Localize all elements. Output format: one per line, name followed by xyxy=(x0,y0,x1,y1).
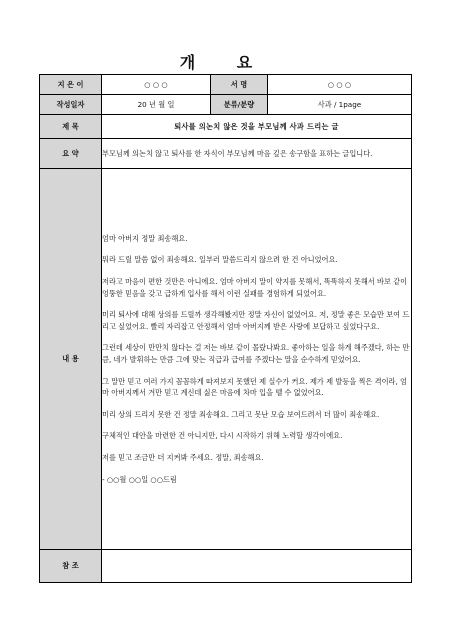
content-paragraph: 저라고 마음이 편한 것만은 아니에요. 엄마 아버지 말이 약지를 못해서, 똑똑하지 못해서 바보 같이 엉뚱한 믿음을 갖고 급하게 입사를 해서 이런 실패를 경험하게 되었어요. xyxy=(102,277,408,298)
content-signoff: - ○○월 ○○일 ○○드림 xyxy=(102,475,177,485)
document-title: 개 요 xyxy=(179,53,271,72)
content-label: 내 용 xyxy=(40,169,102,550)
overview-form xyxy=(39,74,412,583)
category-value: 사과 / 1page xyxy=(268,95,412,115)
author-label: 지 은 이 xyxy=(40,75,102,95)
content-paragraph: 엄마 아버지 정말 죄송해요. xyxy=(102,233,188,243)
signature-value: ○ ○ ○ xyxy=(268,75,412,95)
content-paragraph: 미리 퇴사에 대해 상의를 드릴까 생각해봤지만 정말 자신이 없었어요. 저, 정말 좋은 모습만 보여 드리고 싶었어요. 빨리 자리잡고 안정해서 엄마 아버지께 받은 사랑에 보답하고 싶었다구요. xyxy=(102,310,410,331)
subject-label: 제 목 xyxy=(40,115,102,139)
content-paragraph: 저를 믿고 조금만 더 지켜봐 주세요. 정말, 죄송해요. xyxy=(102,453,264,463)
content-paragraph: 그런데 세상이 만만치 않다는 걸 저는 바보 같이 몰랐나봐요. 좋아하는 일을 하게 해주겠다, 하는 만큼, 네가 발휘하는 만큼 그에 맞는 직급과 급여를 주겠다는 말을 순수하게 믿었어요. xyxy=(102,343,410,364)
category-label: 분류/분량 xyxy=(211,95,268,115)
summary-label: 요 약 xyxy=(40,139,102,169)
date-value: 20 년 월 일 xyxy=(102,95,211,115)
content-paragraph: 구체적인 대안을 마련한 건 아니지만, 다시 시작하기 위해 노력할 생각이에요. xyxy=(102,431,343,441)
content-body xyxy=(102,169,412,550)
author-value: ○ ○ ○ xyxy=(102,75,211,95)
summary-value: 부모님께 의논치 않고 퇴사를 한 자식이 부모님께 마음 깊은 송구함을 표하는 글입니다. xyxy=(102,139,412,169)
content-paragraph: 미리 상의 드리지 못한 건 정말 죄송해요. 그리고 못난 모습 보여드려서 더 많이 죄송해요. xyxy=(102,409,380,419)
reference-value xyxy=(102,550,412,583)
content-paragraph: 그 말만 믿고 여러 가지 꼼꼼하게 따져보지 못했던 제 실수가 커요. 제가 제 발등을 찍은 격이라, 엄마 아버지께서 겨만 믿고 계신데 싫은 마음에 차마 입을 뗄 수 없었어요. xyxy=(102,376,407,397)
content-paragraph: 뭐라 드릴 말씀 없이 죄송해요. 일부러 말씀드리지 않으려 한 건 아니었어요. xyxy=(102,255,338,265)
reference-label: 참 조 xyxy=(40,550,102,583)
signature-label: 서 명 xyxy=(211,75,268,95)
subject-value: 퇴사를 의논치 않은 것을 부모님께 사과 드리는 글 xyxy=(102,115,412,139)
date-label: 작성일자 xyxy=(40,95,102,115)
